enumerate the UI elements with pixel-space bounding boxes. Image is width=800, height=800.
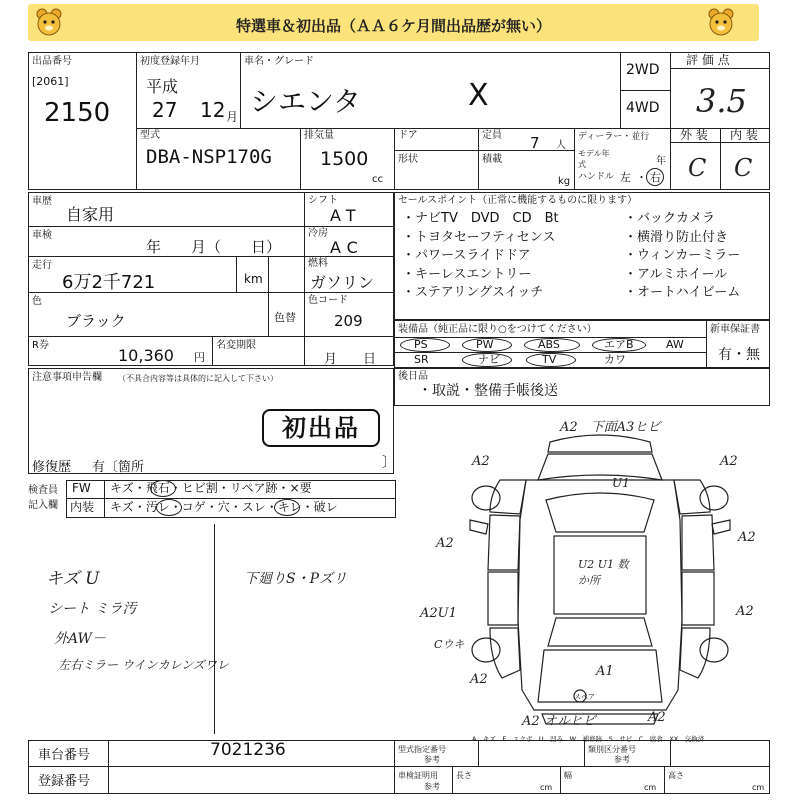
diagram-label: A2 — [472, 454, 490, 469]
lot-number: 2150 — [44, 98, 111, 128]
color-value: ブラック — [66, 312, 126, 330]
drive-2wd: 2WD — [626, 62, 660, 78]
handwritten-note: 左右ミラー ウインカレンズワレ — [58, 658, 229, 672]
sales-title: セールスポイント（正常に機能するものに限ります） — [398, 195, 638, 206]
sales-item: ・パワースライドドア — [402, 248, 531, 263]
name-grade-label: 車名・グレード — [244, 56, 314, 67]
cm-unit: cm — [752, 783, 765, 792]
handwritten-note: 外AW－ — [54, 631, 106, 647]
type-design-label: 型式指定番号 — [398, 745, 446, 754]
shift-label: シフト — [308, 195, 338, 206]
sales-item: ・横滑り防止付き — [624, 229, 729, 245]
inspection-label: 車検 — [32, 230, 52, 241]
diagram-label: U2 U1 数か所 — [578, 558, 629, 587]
repair-label: 修復歴 — [32, 460, 72, 475]
capacity-unit: 人 — [556, 140, 566, 151]
after-items-label: 後日品 — [398, 371, 428, 382]
score-label: 評 価 点 — [686, 53, 730, 67]
model-year-label: モデル年式 — [578, 149, 610, 169]
sales-item: ・オートハイビーム — [624, 285, 741, 300]
sales-item: ・ナビTV DVD CD Bt — [402, 211, 559, 226]
history-label: 車歴 — [32, 196, 52, 207]
fuel-value: ガソリン — [310, 273, 375, 292]
era: 平成 — [146, 77, 179, 96]
km-unit: km — [244, 272, 263, 286]
sales-item: ・バックカメラ — [624, 211, 716, 226]
car-grade: X — [468, 78, 489, 113]
diagram-label: A2U1 — [420, 606, 457, 621]
repair-value: 有〔箇所 — [92, 460, 145, 475]
ac-value: AC — [330, 238, 364, 257]
diagram-label: U1 — [612, 476, 630, 490]
sales-right-list — [624, 210, 740, 303]
cm-unit: cm — [540, 783, 553, 792]
diagram-label: A2 — [470, 672, 488, 687]
equipment-title: 装備品（純正品に限り○をつけてください） — [398, 324, 597, 335]
sales-item: ・ステアリングスイッチ — [402, 285, 544, 300]
bear-mascot-icon — [706, 7, 736, 37]
equip-pw: PW — [476, 338, 494, 351]
new-car-warranty-label: 新車保証書 — [710, 324, 760, 335]
banner-title: 特選車＆初出品（ＡＡ６ケ月間出品歴が無い） — [235, 17, 551, 35]
equip-abs: ABS — [538, 338, 560, 351]
equip-sr: SR — [414, 353, 429, 366]
mark-circle-icon — [274, 499, 300, 516]
bear-mascot-icon — [34, 7, 64, 37]
year-unit: 年 — [656, 156, 666, 167]
diagram-label: A2 — [738, 530, 756, 545]
fw-label: FW — [72, 481, 91, 495]
drive-4wd: 4WD — [626, 100, 660, 116]
exterior-grade: C — [688, 154, 707, 182]
equip-airbag: エアB — [604, 338, 634, 351]
history-value: 自家用 — [66, 205, 115, 224]
first-reg-label: 初度登録年月 — [140, 56, 200, 67]
recycle-label: R券 — [32, 340, 49, 351]
handwritten-note: 下廻りS・Pズリ — [244, 571, 348, 587]
month-unit: 月 — [226, 110, 239, 124]
inspector-label-1: 検査員 — [28, 485, 58, 496]
model-code: DBA-NSP170G — [146, 146, 272, 168]
mileage-label: 走行 — [32, 260, 52, 271]
displacement-label: 排気量 — [304, 130, 334, 141]
sales-item: ・キーレスエントリー — [402, 266, 532, 282]
height-label: 高さ — [668, 771, 684, 780]
handle-left: 左 — [620, 171, 631, 184]
length-label: 長さ — [456, 771, 472, 780]
repair-close: 〕 — [382, 455, 396, 471]
diagram-top-note: A2 下面A3ヒビ — [560, 420, 661, 435]
sales-item: ・ウィンカーミラー — [624, 248, 741, 263]
yen-unit: 円 — [194, 351, 205, 364]
load-label: 積載 — [482, 154, 502, 165]
equip-ps: PS — [414, 338, 428, 351]
reg-year: 27 — [152, 98, 178, 122]
fw-items: キズ・飛石・ヒビ割・リペア跡・×要 — [110, 481, 312, 495]
interior-grade: C — [734, 154, 753, 182]
notes-sub: （不具合内容等は具体的に記入して下さい） — [118, 374, 278, 383]
displacement: 1500 — [320, 148, 369, 170]
equip-navi: ナビ — [478, 353, 500, 366]
reference-label: 参考 — [424, 755, 440, 764]
diagram-label: A2 — [436, 536, 454, 551]
equip-tv: TV — [542, 353, 557, 366]
color-code-label: 色コード — [308, 295, 348, 306]
diagram-label: A2 — [648, 710, 666, 725]
interior-inspect-items: キズ・汚レ・コゲ・穴・スレ・キレ・破レ — [110, 500, 338, 514]
equip-aw: AW — [666, 338, 684, 351]
registration-label: 登録番号 — [38, 774, 91, 789]
mark-circle-icon — [156, 499, 182, 516]
shift-value: AT — [330, 206, 362, 225]
lot-code: [2061] — [32, 75, 69, 88]
lot-label: 出品番号 — [32, 56, 72, 67]
fuel-label: 燃料 — [308, 258, 328, 269]
capacity: 7 — [530, 134, 540, 152]
reference-label: 参考 — [424, 782, 440, 791]
exterior-label: 外 装 — [680, 128, 708, 142]
mark-circle-icon — [150, 480, 176, 497]
dealer-label: ディーラー・並行 — [578, 132, 650, 142]
new-car-warranty-value: 有・無 — [718, 347, 760, 363]
name-change-label: 名変期限 — [216, 340, 256, 351]
reference-label: 参考 — [614, 755, 630, 764]
cc-unit: cc — [372, 174, 383, 185]
mileage-value: 6万2千721 — [62, 272, 156, 293]
class-label: 類別区分番号 — [588, 745, 636, 754]
sales-item: ・アルミホイール — [624, 266, 728, 282]
model-label: 型式 — [140, 130, 160, 141]
interior-inspect-label: 内装 — [70, 500, 95, 514]
handle-label: ハンドル — [578, 172, 615, 182]
header-banner — [28, 4, 759, 41]
diagram-label: Cウキ — [434, 638, 465, 651]
width-label: 幅 — [564, 771, 572, 780]
shape-label: 形状 — [398, 154, 418, 165]
diagram-label: A2 — [720, 454, 738, 469]
car-name: シエンタ — [250, 85, 361, 118]
diagram-bottom-note: A2 オルヒビ — [522, 714, 596, 729]
kg-unit: kg — [558, 176, 571, 187]
ac-label: 冷房 — [308, 228, 328, 239]
diagram-label: A2 — [736, 604, 754, 619]
inspection-value: 年 月（ 日） — [146, 238, 282, 256]
diagram-label: スペア — [574, 693, 595, 701]
diagram-legend: A…キズ E…エクボ U…凹み W…補修跡 S…サビ C…腐食 XX…交換済 — [472, 735, 705, 743]
sales-item: ・トヨタセーフティセンス — [402, 229, 556, 245]
color-change-label: 色替 — [274, 311, 296, 324]
chassis-value: 7021236 — [210, 740, 286, 760]
chassis-label: 車台番号 — [38, 748, 91, 763]
cert-label: 車検証明用 — [398, 771, 438, 780]
handwritten-note: キズ U — [46, 569, 100, 589]
color-code: 209 — [334, 312, 363, 330]
interior-label: 内 装 — [730, 128, 758, 142]
handwritten-note: シート ミラ汚 — [48, 601, 137, 617]
color-label: 色 — [32, 296, 42, 307]
score-value: 3.5 — [696, 82, 747, 120]
sales-left-list — [402, 210, 559, 303]
inspector-label-2: 記入欄 — [28, 500, 58, 511]
door-label: ドア — [398, 130, 418, 141]
name-change-value: 月 日 — [324, 352, 377, 367]
first-listing-stamp: 初出品 — [262, 409, 380, 447]
handle-right: 右 — [650, 171, 661, 184]
notes-label: 注意事項申告欄 — [32, 372, 102, 383]
after-items-value: ・取説・整備手帳後送 — [418, 383, 558, 399]
diagram-label: A1 — [596, 664, 614, 679]
equip-leather: カワ — [604, 353, 626, 366]
reg-month: 12 — [200, 98, 226, 122]
capacity-label: 定員 — [482, 130, 502, 141]
handle-sep: ・ — [636, 171, 647, 184]
recycle-value: 10,360 — [118, 346, 174, 365]
cm-unit: cm — [644, 783, 657, 792]
